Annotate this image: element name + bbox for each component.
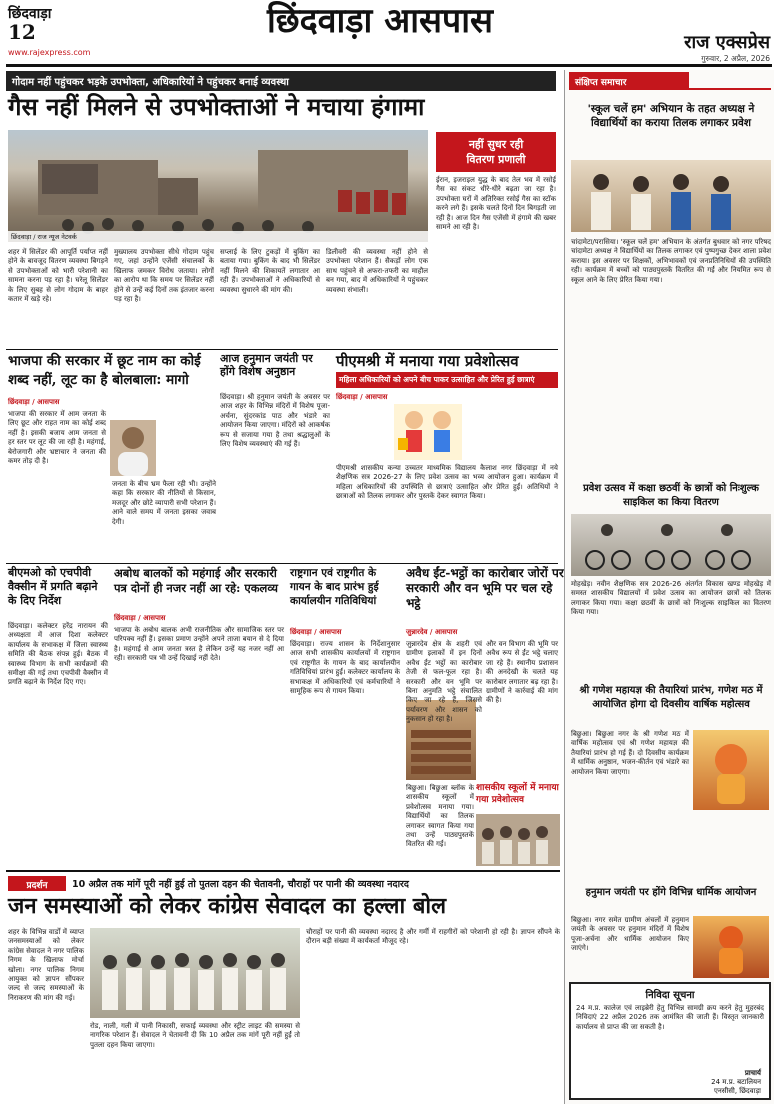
congress-body-col3: चौराहों पर पानी की व्यवस्था नदारद है और गर्मी में राहगीरों को परेशानी हो रही है। ज्ञापन सौंपने के दौरान बड़ी संख्या में कार्यकर्ता मौजूद रहे। [306, 928, 560, 946]
school-brief-photo [476, 814, 560, 866]
brand-logo: राज एक्सप्रेस [684, 32, 770, 53]
notice-sign-place: एनसीसी, छिंदवाड़ा [714, 1087, 761, 1095]
school-brief-body: बिछुआ। बिछुआ ब्लॉक के शासकीय स्कूलों में प्रवेशोत्सव मनाया गया। विद्यार्थियों का तिलक लगाकर स्वागत किया गया तथा उन्हें पाठ्यपुस्तकें वितरित की गईं। [406, 784, 474, 849]
masthead [0, 0, 778, 70]
brick-body: जुन्नारदेव क्षेत्र के शहरी एवं ग्रामीण इलाकों में इन दिनों अवैध ईंट भट्ठों का कारोबार तेजी से फल-फूल रहा है। सरकारी और वन भूमि पर बिना अनुमति भट्ठे संचालित किए जा रहे हैं, जिससे पर्यावरण और शासन को नुकसान हो रहा है। [406, 640, 482, 724]
tilak-headline: 'स्कूल चलें हम' अभियान के तहत अध्यक्ष ने विद्यार्थियों का कराया तिलक लगाकर प्रवेश [587, 103, 755, 129]
children-icon [394, 404, 462, 460]
bmo-body: छिंदवाड़ा। कलेक्टर हरेंद्र नारायन की अध्यक्षता में आज दिशा कलेक्टर कार्यालय के सभाकक्ष में जिला स्वास्थ्य समिति की बैठक संपन्न हुई। बैठक में स्वास्थ्य विभाग के सभी कार्यक्रमों की समीक्षा की गई तथा एचपीवी वैक्सीन में प्रगति बढ़ाने के निर्देश दिए गए। [8, 622, 108, 687]
truck-crowd-illustration [8, 130, 428, 242]
person-icon [110, 420, 156, 476]
abodh-headline: अबोध बालकों को महंगाई और सरकारी पत्र दोनों ही नजर नहीं आ रहे: एकलव्य [114, 566, 278, 595]
anthem-headline: राष्ट्रगान एवं राष्ट्रगीत के गायन के बाद प्रारंभ हुई कार्यालयीन गतिविधियां [290, 567, 379, 607]
lead-photo [8, 130, 428, 242]
section-title: छिंदवाड़ा आसपास [266, 1, 494, 41]
hanuman-idol-photo [693, 916, 769, 978]
ganesh-body: बिछुआ। बिछुआ नगर के श्री गणेश मठ में वार्षिक महोत्सव एवं श्री गणेश महायज्ञ की तैयारियां प्रारंभ हो गई हैं। दो दिवसीय कार्यक्रम में धार्मिक अनुष्ठान, भजन-कीर्तन एवं भंडारे का आयोजन किया जाएगा। [571, 730, 689, 776]
pmshri-headline: पीएमश्री में मनाया गया प्रवेशोत्सव [336, 352, 519, 370]
congress-body-col1: शहर के विभिन्न वार्डों में व्याप्त जनसमस्याओं को लेकर कांग्रेस सेवादल ने नगर पालिक निगम के खिलाफ मोर्चा खोला। नगर पालिक निगम आयुक्त को ज्ञापन सौंपकर जल्द से जल्द समस्याओं के निराकरण की मांग की गई। [8, 928, 84, 1002]
bjp-headline: भाजपा की सरकार में छूट नाम का कोई शब्द नहीं, लूट का है बोलबाला: मागो [8, 353, 201, 388]
bjp-body-col2: जनता के बीच भ्रम फैला रही भी। उन्होंने कहा कि सरकार की नीतियों से किसान, मजदूर और छोटे व्यापारी सभी परेशान हैं। आने वाले समय में जनता इसका जवाब देगी। [112, 480, 216, 526]
lead-bottom-rule [6, 349, 558, 350]
lead-body-col4: डिलीवरी की व्यवस्था नहीं होने से उपभोक्ता परेशान हैं। सैकड़ों लोग एक साथ पहुंचने से अफरा-तफरी का माहौल बन गया, बाद में अधिकारियों ने पहुंचकर व्यवस्था संभाली। [326, 248, 428, 294]
bicycles-illustration [571, 514, 771, 576]
congress-kicker: 10 अप्रैल तक मांगें पूरी नहीं हुई तो पुतला दहन की चेतावनी, चौराहों पर पानी की व्यवस्था नदारद [72, 879, 409, 890]
lead-subhead-line1: नहीं सुधर रही [468, 138, 524, 151]
website-link[interactable]: www.rajexpress.com [8, 48, 91, 57]
bmo-headline: बीएमओ को एचपीवी वैक्सीन में प्रगति बढ़ाने के दिए निर्देश [8, 566, 98, 607]
hanuman-headline: आज हनुमान जयंती पर होंगे विशेष अनुष्ठान [220, 352, 313, 378]
lead-body-col3: सप्लाई के लिए टुकड़ों में बुकिंग का बताया गया। बुकिंग के बाद भी सिलेंडर नहीं मिलने की शिकायतें लगातार आ रही हैं। उपभोक्ताओं ने अधिकारियों से व्यवस्था सुधारने की मांग की। [220, 248, 320, 294]
protest-crowd-illustration [90, 928, 300, 1018]
sidebar-header: संक्षिप्त समाचार [569, 72, 689, 88]
tilak-ceremony-illustration [571, 160, 771, 232]
congress-tag: प्रदर्शन [8, 876, 66, 891]
congress-headline: जन समस्याओं को लेकर कांग्रेस सेवादल का हल्ला बोल [8, 893, 447, 919]
pmshri-kids-illustration [394, 404, 462, 460]
notice-sign-role: प्राचार्य [744, 1069, 761, 1077]
lead-body-col2: मुख्यालय उपभोक्ता सीधे गोदाम पहुंच गए, जहां उन्होंने एजेंसी संचालकों के खिलाफ जमकर विरोध जताया। लोगों का आरोप था कि समय पर सिलेंडर नहीं होने से उन्हें कई दिनों तक इंतजार करना पड़ रहा है। [114, 248, 215, 304]
sidebar-header-rule [569, 88, 771, 90]
students-group-illustration [476, 814, 560, 866]
notice-body: 24 म.प्र. कालेज एवं लाइब्रेरी हेतु विभिन्न सामग्री क्रय करने हेतु मुहरबंद निविदाएं 22 अप्रैल 2026 तक आमंत्रित की जाती हैं। विस्तृत जानकारी कार्यालय से प्राप्त की जा सकती है। [576, 1004, 764, 1031]
pmshri-byline: छिंदवाड़ा / आसपास [336, 393, 388, 401]
lead-headline: गैस नहीं मिलने से उपभोक्ताओं ने मचाया हंगामा [8, 92, 425, 121]
ganesh-photo [693, 730, 769, 810]
congress-photo [90, 928, 300, 1018]
hanuman-brief-headline: हनुमान जयंती पर होंगे विभिन्न धार्मिक आयोजन [585, 887, 757, 898]
city-label: छिंदवाड़ा [8, 6, 52, 22]
lead-subhead-box [436, 132, 556, 172]
abodh-body: भाजपा के अबोध बालक अभी राजनीतिक और सामाजिक स्तर पर परिपक्व नहीं हैं। इसका प्रमाण उन्होंने अपने ताजा बयान से दे दिया है। महंगाई से आम जनता त्रस्त है लेकिन उन्हें यह नजर नहीं आ रही। सरकारी पत्र भी उन्हें दिखाई नहीं देते। [114, 626, 284, 663]
hanuman-body: छिंदवाड़ा। श्री हनुमान जयंती के अवसर पर आज शहर के विभिन्न मंदिरों में विशेष पूजा-अर्चना, सुंदरकांड पाठ और भंडारे का आयोजन किया जाएगा। मंदिरों को आकर्षक रूप से सजाया गया है तथा श्रद्धालुओं के लिए विशेष व्यवस्थाएं की गई हैं। [220, 393, 330, 449]
abodh-byline: छिंदवाड़ा / आसपास [114, 614, 166, 622]
bjp-byline: छिंदवाड़ा / आसपास [8, 398, 60, 406]
tilak-photo [571, 160, 771, 232]
anthem-body: छिंदवाड़ा। राज्य शासन के निर्देशानुसार आज सभी शासकीय कार्यालयों में राष्ट्रगान एवं राष्ट्रगीत के गायन के बाद कार्यालयीन गतिविधियां प्रारंभ हुईं। कलेक्टर कार्यालय के सभाकक्ष में अधिकारियों एवं कर्मचारियों ने सामूहिक रूप से गायन किया। [290, 640, 400, 696]
pmshri-body: पीएमश्री शासकीय कन्या उच्चतर माध्यमिक विद्यालय कैलाश नगर छिंदवाड़ा में नये शैक्षणिक सत्र 2026-27 के लिए प्रवेश उत्सव का भव्य आयोजन हुआ। कार्यक्रम में महिला अधिकारियों की उपस्थिति से छात्राएं उत्साहित और प्रेरित हुईं। अतिथियों ने छात्राओं को तिलक लगाकर और पुस्तकें देकर स्वागत किया। [336, 464, 558, 501]
lead-body-col1: शहर में सिलेंडर की आपूर्ति पर्याप्त नहीं होने के बावजूद वितरण व्यवस्था बिगड़ने से उपभोक्ताओं को भारी परेशानी का सामना करना पड़ रहा है। घरेलू सिलेंडर के लिए सुबह से लोग गोदाम के बाहर कतार में खड़े रहे। [8, 248, 108, 304]
brick-headline: अवैध ईंट-भट्ठों का कारोबार जोरों पर सरकारी और वन भूमि पर चल रहे भट्ठे [406, 566, 564, 610]
cycle-body: मोहखेड़। नवीन शैक्षणिक सत्र 2026-26 अंतर्गत विकास खण्ड मोहखेड़ में समस्त शासकीय विद्यालयों में प्रवेश उत्सव का आयोजन छात्रों को तिलक लगाकर किया गया। कक्षा छठवीं के छात्रों को निःशुल्क साइकिल का वितरण किया गया। [571, 580, 771, 617]
hanuman-idol-illustration [693, 916, 769, 978]
masthead-rule [6, 64, 772, 67]
ganesh-idol-illustration [693, 730, 769, 810]
cycle-photo [571, 514, 771, 576]
lead-kicker-bar [6, 71, 556, 91]
brick-byline: जुन्नारदेव / आसपास [406, 628, 458, 636]
bjp-body-col1: भाजपा की सरकार में आम जनता के लिए छूट और राहत नाम का कोई शब्द नहीं है। इसकी बजाय आम जनता से हर स्तर पर लूट की जा रही है। महंगाई, बेरोजगारी और भ्रष्टाचार ने जनता की कमर तोड़ दी है। [8, 410, 106, 466]
notice-sign-name: 24 म.प्र. बटालियन [711, 1078, 761, 1086]
school-brief-headline: शासकीय स्कूलों में मनाया गया प्रवेशोत्सव [476, 783, 559, 805]
congress-top-rule [6, 870, 560, 872]
issue-date: गुरुवार, 2 अप्रैल, 2026 [701, 54, 770, 63]
lead-photo-caption: छिंदवाड़ा / राज न्यूज नेटवर्क [8, 231, 428, 242]
notice-title: निविदा सूचना [645, 990, 695, 1001]
pmshri-subhead: महिला अधिकारियों को अपने बीच पाकर उत्साहित और प्रेरित हुई छात्राएं [336, 372, 558, 388]
sidebar [564, 70, 774, 1104]
congress-body-col2: रोड, नाली, गली में पानी निकासी, सफाई व्यवस्था और स्ट्रीट लाइट की समस्या से नागरिक परेशान हैं। सेवादल ने चेतावनी दी कि 10 अप्रैल तक मांगें पूरी नहीं हुईं तो पुतला दहन किया जाएगा। [90, 1022, 300, 1049]
mid-rule [6, 563, 558, 564]
lead-kicker: गोदाम नहीं पहुंचकर भड़के उपभोक्ता, अधिकारियों ने पहुंचकर बनाई व्यवस्था [12, 77, 289, 88]
bjp-portrait [110, 420, 156, 476]
tilak-body: चांदामेटा/परासिया। 'स्कूल चलें हम' अभियान के अंतर्गत बुधवार को नगर परिषद चांदामेटा अध्यक्ष ने विद्यार्थियों का तिलक लगाकर एवं पुष्पगुच्छ देकर शाला प्रवेश कराया। इस अवसर पर शिक्षकों, अभिभावकों एवं जनप्रतिनिधियों की उपस्थिति रही। कार्यक्रम में बच्चों को पाठ्यपुस्तकें वितरित की गईं और नियमित रूप से स्कूल आने के लिए प्रेरित किया गया। [571, 238, 771, 284]
ganesh-headline: श्री गणेश महायज्ञ की तैयारियां प्रारंभ, गणेश मठ में आयोजित होगा दो दिवसीय वार्षिक महोत्सव [579, 685, 763, 710]
page-number: 12 [8, 20, 36, 44]
tender-notice [569, 982, 771, 1100]
lead-subhead-line2: वितरण प्रणाली [466, 153, 526, 166]
lead-body-side: ईरान, इजराइल युद्ध के बाद तेल भव में रसोई गैस का संकट धीरे-धीरे बढ़ता जा रहा है। उपभोक्ता घरों में अतिरिक्त रसोई गैस का स्टॉक करने लगे हैं। इसके चलते दिनों दिन बिगड़ती जा रही है। आज दिन गैस एजेंसी में हंगामे की खबर सामने आ रही है। [436, 176, 556, 232]
brick-body-right: और वन विभाग की भूमि पर अवैध रूप से ईंट भट्ठे चलाए जा रहे हैं। स्थानीय प्रशासन की अनदेखी के चलते यह कारोबार लगातार बढ़ रहा है। ग्रामीणों ने कार्रवाई की मांग की है। [486, 640, 558, 705]
anthem-byline: छिंदवाड़ा / आसपास [290, 628, 342, 636]
cycle-headline: प्रवेश उत्सव में कक्षा छठवीं के छात्रों को निःशुल्क साइकिल का किया वितरण [583, 483, 759, 508]
hanuman-brief-body: बिछुआ। नगर समेत ग्रामीण अंचलों में हनुमान जयंती के अवसर पर हनुमान मंदिरों में विशेष पूजा-अर्चना और धार्मिक आयोजन किए जाएंगे। [571, 916, 689, 953]
